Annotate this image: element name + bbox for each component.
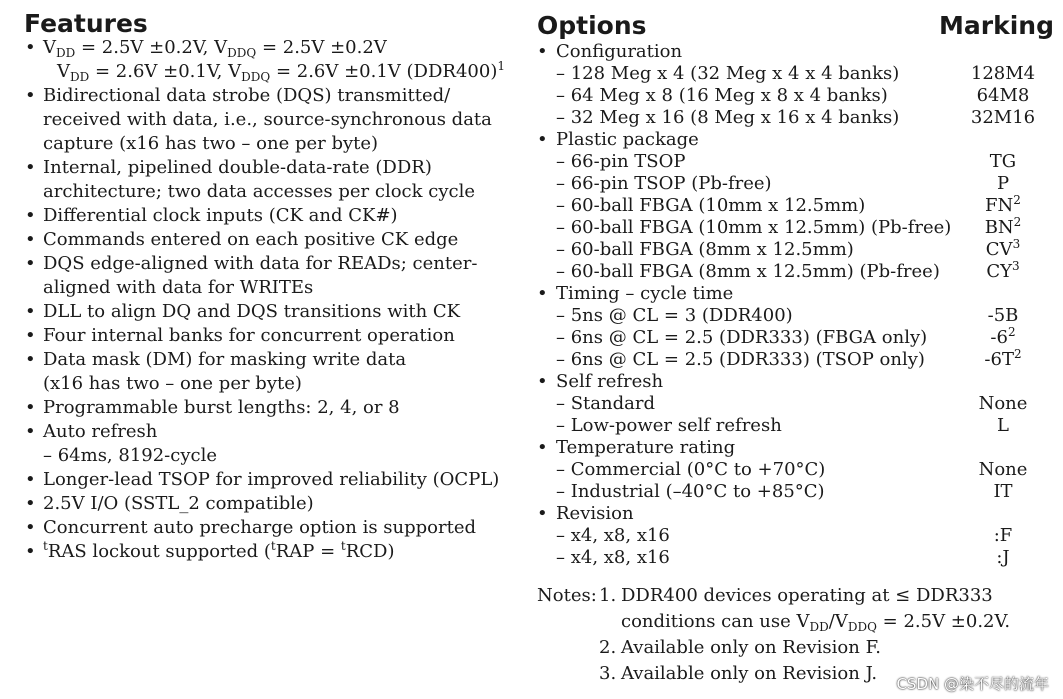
text: RCD) [345,541,395,562]
option-row [537,327,1037,349]
footnote-ref: 1 [497,59,505,73]
feature-line: received with data, i.e., source-synchronous data [43,109,492,130]
superscript: t [340,539,346,553]
option-desc: – 5ns @ CL = 3 (DDR400) [556,305,793,326]
options-heading: Options [537,11,647,40]
option-marking [967,239,1039,261]
feature-line: architecture; two data accesses per clock cycle [43,181,475,202]
option-desc: – x4, x8, x16 [556,525,670,546]
option-row [537,173,1037,195]
text: = 2.5V ±0.2V. [876,611,1011,632]
watermark: CSDN @染不尽的流年 [896,675,1049,693]
option-category: • Timing – cycle time [537,283,1037,305]
subscript: DD [70,70,90,84]
footnote-ref: 2 [1013,193,1021,207]
feature-line: • Auto refresh [43,421,158,442]
option-desc: – 60-ball FBGA (8mm x 12.5mm) [556,239,854,260]
feature-line [43,540,505,564]
text: RAS lockout supported ( [47,541,271,562]
note-number: 1. [599,585,617,606]
footnote-ref: 3 [1012,259,1020,273]
text: -6 [990,327,1008,348]
note-number: 2. [599,637,617,658]
option-marking [967,217,1039,239]
subscript: DDQ [227,46,257,60]
footnote-ref: 2 [1007,325,1016,339]
feature-item [25,228,505,252]
text: = 2.6V ±0.1V, V [89,61,242,82]
text: CV [985,239,1013,260]
feature-line: aligned with data for WRITEs [43,277,314,298]
option-marking: IT [993,481,1013,502]
option-row [537,393,1037,415]
marking-heading: Marking [939,11,1054,40]
text: RAP = [275,541,341,562]
option-row [537,63,1037,85]
option-marking [967,327,1039,349]
note-text: Available only on Revision J. [621,663,878,684]
subscript: DDQ [847,620,877,634]
option-row [537,415,1037,437]
option-marking: 128M4 [970,63,1036,84]
feature-item [25,540,505,564]
features-list [25,36,505,564]
option-marking: :J [996,547,1010,568]
note-text: DDR400 devices operating at ≤ DDR333 [621,585,993,606]
option-row [537,459,1037,481]
text: CY [986,261,1012,282]
feature-item [25,348,505,396]
feature-line [43,36,505,60]
option-desc: – 64 Meg x 8 (16 Meg x 8 x 4 banks) [556,85,888,106]
option-category: • Plastic package [537,129,1037,151]
notes-label: Notes: [537,585,597,606]
feature-line: • Bidirectional data strobe (DQS) transmitted/ [43,85,451,106]
feature-line: • DLL to align DQ and DQS transitions with CK [43,301,461,322]
option-marking: L [997,415,1009,436]
option-marking: -5B [987,305,1019,326]
feature-item [25,300,505,324]
option-desc: – 6ns @ CL = 2.5 (DDR333) (FBGA only) [556,327,928,348]
option-category: • Temperature rating [537,437,1037,459]
feature-item [25,468,505,492]
subscript: DD [56,46,76,60]
option-row [537,217,1037,239]
text: V [43,37,56,58]
superscript: t [270,539,276,553]
text: = 2.5V ±0.2V, V [75,37,228,58]
feature-item [25,252,505,300]
feature-line: • DQS edge-aligned with data for READs; center- [43,253,478,274]
option-desc: – Low-power self refresh [556,415,782,436]
option-desc: – 32 Meg x 16 (8 Meg x 16 x 4 banks) [556,107,900,128]
feature-item [25,396,505,420]
subscript: DD [809,620,829,634]
option-category: • Self refresh [537,371,1037,393]
option-marking: None [978,459,1028,480]
feature-item-voltage [25,36,505,84]
footnote-ref: 3 [1012,237,1021,251]
feature-item [25,324,505,348]
option-row [537,85,1037,107]
text: V [57,61,70,82]
option-row [537,481,1037,503]
option-marking: TG [989,151,1017,172]
option-category: • Revision [537,503,1037,525]
feature-line: • Data mask (DM) for masking write data [43,349,407,370]
feature-line: • Differential clock inputs (CK and CK#) [43,205,398,226]
feature-item [25,420,505,468]
feature-line: (x16 has two – one per byte) [43,373,302,394]
footnote-ref: 2 [1013,347,1022,361]
option-desc: – Commercial (0°C to +70°C) [556,459,826,480]
text: conditions can use V [621,611,810,632]
option-desc: – 6ns @ CL = 2.5 (DDR333) (TSOP only) [556,349,925,370]
text: FN [985,195,1014,216]
features-heading: Features [24,9,148,38]
option-desc: – 128 Meg x 4 (32 Meg x 4 x 4 banks) [556,63,900,84]
option-category: • Configuration [537,41,1037,63]
option-row [537,239,1037,261]
footnote-ref: 2 [1013,215,1022,229]
note-text [621,610,1010,634]
feature-line: • 2.5V I/O (SSTL_2 compatible) [43,493,314,514]
option-marking: None [978,393,1028,414]
option-desc: – 66-pin TSOP [556,151,686,172]
note-text: Available only on Revision F. [621,637,881,658]
option-desc: – Industrial (–40°C to +85°C) [556,481,825,502]
option-desc: – 60-ball FBGA (10mm x 12.5mm) [556,195,866,216]
note-number: 3. [599,663,617,684]
option-desc: – 66-pin TSOP (Pb-free) [556,173,772,194]
option-desc: – 60-ball FBGA (10mm x 12.5mm) (Pb-free) [556,217,952,238]
feature-item [25,156,505,204]
option-row [537,305,1037,327]
feature-line: • Four internal banks for concurrent operation [43,325,455,346]
option-row [537,195,1037,217]
feature-line: • Internal, pipelined double-data-rate (DDR) [43,157,432,178]
option-marking [967,349,1039,371]
feature-line: • Programmable burst lengths: 2, 4, or 8 [43,397,400,418]
text: -6T [984,349,1014,370]
superscript: t [43,539,48,553]
feature-line: • Concurrent auto precharge option is supported [43,517,477,538]
feature-line: capture (x16 has two – one per byte) [43,133,379,154]
option-marking: P [996,173,1010,194]
subscript: DDQ [241,70,271,84]
feature-line [43,60,505,84]
option-desc: – Standard [556,393,655,414]
option-marking: 32M16 [970,107,1036,128]
option-row [537,261,1037,283]
option-row [537,525,1037,547]
text: BN [984,217,1014,238]
feature-item [25,204,505,228]
feature-item [25,492,505,516]
text: = 2.5V ±0.2V [256,37,387,58]
text: /V [828,611,848,632]
option-marking [967,195,1039,217]
option-row [537,349,1037,371]
options-list [537,41,1037,569]
option-marking: :F [993,525,1013,546]
feature-line: • Commands entered on each positive CK edge [43,229,459,250]
option-row [537,547,1037,569]
option-desc: – x4, x8, x16 [556,547,670,568]
option-row [537,107,1037,129]
option-marking: 64M8 [976,85,1030,106]
feature-line: – 64ms, 8192-cycle [43,445,218,466]
option-desc: – 60-ball FBGA (8mm x 12.5mm) (Pb-free) [556,261,940,282]
option-marking [967,261,1039,283]
option-row [537,151,1037,173]
feature-item [25,516,505,540]
feature-line: • Longer-lead TSOP for improved reliability (OCPL) [43,469,500,490]
feature-item [25,84,505,156]
text: = 2.6V ±0.1V (DDR400) [270,61,498,82]
